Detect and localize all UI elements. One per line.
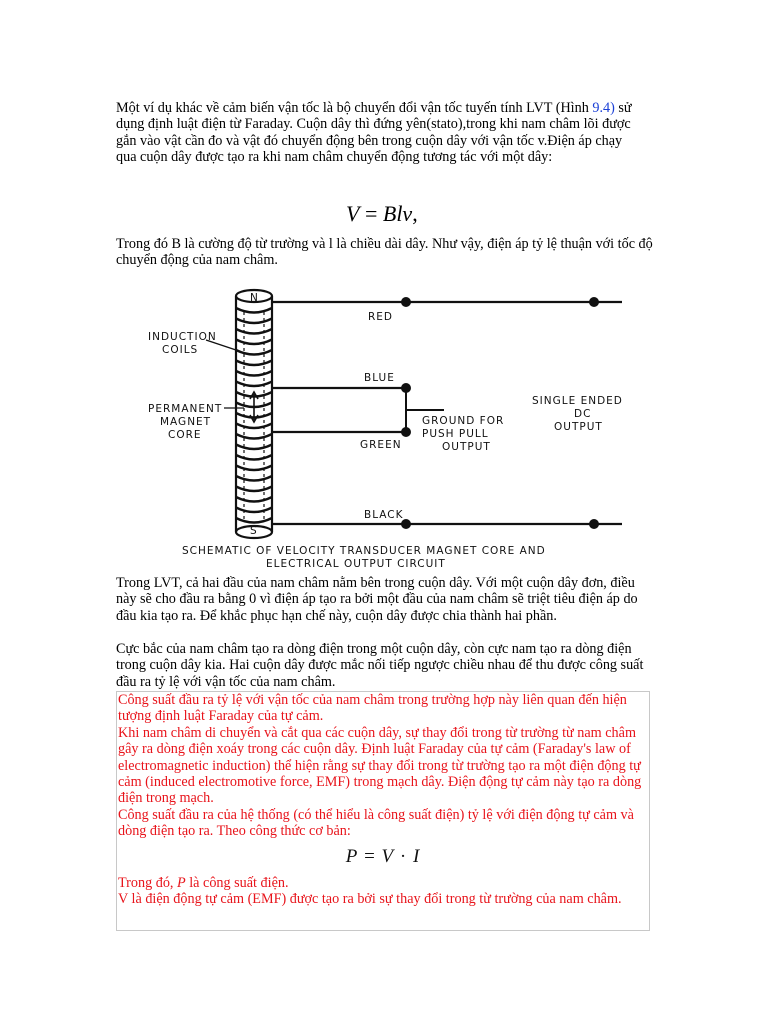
- coil-turn: [236, 445, 272, 450]
- coil-turn: [236, 508, 272, 513]
- power-eq-equals: =: [358, 845, 382, 867]
- blue-terminal: [401, 383, 411, 393]
- lvt-single-coil-paragraph: Trong LVT, cả hai đầu của nam châm nằm bên trong cuộn dây. Với một cuộn dây đơn, điều này sẽ cho đầu ra bằng 0 vì điện áp tạo ra bởi một đầu của nam châm sẽ triệt tiêu điện áp do đầu kia tạo ra. Để khắc phục hạn chế này, cuộn dây được chia thành hai phần.: [116, 575, 638, 624]
- coil-turn: [236, 371, 272, 376]
- highlight-paragraph-1: Công suất đầu ra tỷ lệ với vận tốc của nam châm trong trường hợp này liên quan đến hiện tượng định luật Faraday của tự cảm.: [118, 692, 627, 725]
- eq-rhs: Blv: [382, 201, 413, 226]
- figure-link[interactable]: 9.4): [592, 100, 615, 116]
- coil-turn: [236, 434, 272, 439]
- power-eq-lhs: P: [345, 845, 359, 867]
- black-output-terminal: [589, 519, 599, 529]
- intro-text-continued: sử dụng định luật điện từ Faraday. Cuộn dây thì đứng yên(stato),trong khi nam châm lõi được gắn vào vật cần đo và vật đó chuyển động bên trong cuộn dây với vận tốc v.Điện áp chạy qua cuộn dây được tạo ra khi nam châm chuyển động tương tác với một dây:: [116, 100, 632, 166]
- induction-label-line1: INDUCTION: [148, 331, 217, 343]
- green-wire-label: GREEN: [360, 439, 402, 451]
- coil-turn: [236, 455, 272, 460]
- velocity-voltage-equation: [346, 201, 418, 227]
- power-equation: [118, 846, 648, 868]
- induction-label-line2: COILS: [162, 344, 199, 356]
- magnet-label-line2: MAGNET: [160, 416, 212, 428]
- coil-turn: [236, 319, 272, 324]
- black-wire-label: BLACK: [364, 509, 404, 521]
- north-pole-label: N: [250, 292, 259, 304]
- blue-wire-label: BLUE: [364, 372, 395, 384]
- magnet-label-line1: PERMANENT: [148, 403, 223, 415]
- field-explanation-paragraph: Trong đó B là cường độ từ trường và l là chiều dài dây. Như vậy, điện áp tỷ lệ thuận với tốc độ chuyển động của nam châm.: [116, 236, 653, 269]
- output-label-line1: SINGLE ENDED: [532, 395, 623, 407]
- coil-turn: [236, 329, 272, 334]
- coil-series-paragraph: Cực bắc của nam châm tạo ra dòng điện trong một cuộn dây, còn cực nam tạo ra dòng điện trong cuộn dây kia. Hai cuộn dây được mắc nối tiếp ngược chiều nhau để thu được công suất đầu ra tỷ lệ với vận tốc của nam châm.: [116, 641, 644, 690]
- highlight-paragraph-4: [118, 875, 648, 891]
- wire-terminals: [401, 297, 599, 529]
- highlighted-answer-box: [116, 691, 650, 931]
- figure-caption-line2: ELECTRICAL OUTPUT CIRCUIT: [266, 558, 446, 570]
- red-wire-label: RED: [368, 311, 394, 323]
- coil-turn: [236, 350, 272, 355]
- eq-lhs: V: [346, 201, 360, 226]
- coil-turn: [236, 476, 272, 481]
- power-eq-dot: ·: [394, 845, 413, 867]
- p4-variable: P: [177, 874, 186, 891]
- ground-label-line1: GROUND FOR: [422, 415, 505, 427]
- coil-turn: [236, 340, 272, 345]
- eq-equals: =: [359, 201, 383, 226]
- coil-turn: [236, 382, 272, 387]
- coil-turn: [236, 518, 272, 523]
- red-output-terminal: [589, 297, 599, 307]
- coil-turn: [236, 424, 272, 429]
- power-eq-i: I: [412, 845, 421, 867]
- lvt-schematic-figure: [144, 282, 624, 572]
- magnet-label-line3: CORE: [168, 429, 202, 441]
- highlight-paragraph-5: V là điện động tự cảm (EMF) được tạo ra bởi sự thay đổi trong từ trường của nam châm.: [118, 891, 622, 908]
- eq-comma: ,: [412, 201, 418, 226]
- coil-turn: [236, 497, 272, 502]
- intro-text: Một ví dụ khác về cảm biến vận tốc là bộ chuyển đổi vận tốc tuyến tính LVT (Hình: [116, 100, 589, 116]
- intro-paragraph: [116, 100, 646, 166]
- ground-label-line3: OUTPUT: [442, 441, 491, 453]
- output-label-line2: DC: [574, 408, 592, 420]
- output-label-line3: OUTPUT: [554, 421, 603, 433]
- ground-label-line2: PUSH PULL: [422, 428, 489, 440]
- coil-turn: [236, 487, 272, 492]
- south-pole-label: S: [250, 525, 258, 537]
- highlight-paragraph-3: Công suất đầu ra của hệ thống (có thể hiểu là công suất điện) tỷ lệ với điện động tự cảm và dòng điện tạo ra. Theo công thức cơ bản:: [118, 806, 634, 840]
- coil-turn: [236, 361, 272, 366]
- power-eq-v: V: [381, 845, 395, 867]
- highlight-paragraph-2: Khi nam châm di chuyển và cắt qua các cuộn dây, sự thay đổi trong từ trường từ nam châm gây ra dòng điện xoáy trong các cuộn dây. Định luật Faraday của tự cảm (Faraday's law of electromagnetic induction) thể hiện rằng sự thay đổi trong từ trường tạo ra một điện động tự cảm (induced electromotive force, EMF) trong mạch dây. Điện động tự cảm này tạo ra dòng điện trong mạch.: [118, 724, 642, 807]
- red-terminal: [401, 297, 411, 307]
- coil-turn: [236, 308, 272, 313]
- green-terminal: [401, 427, 411, 437]
- figure-caption-line1: SCHEMATIC OF VELOCITY TRANSDUCER MAGNET CORE AND: [182, 545, 546, 557]
- p4-after: là công suất điện.: [185, 874, 289, 891]
- p4-before: Trong đó,: [118, 874, 178, 891]
- coil-turn: [236, 466, 272, 471]
